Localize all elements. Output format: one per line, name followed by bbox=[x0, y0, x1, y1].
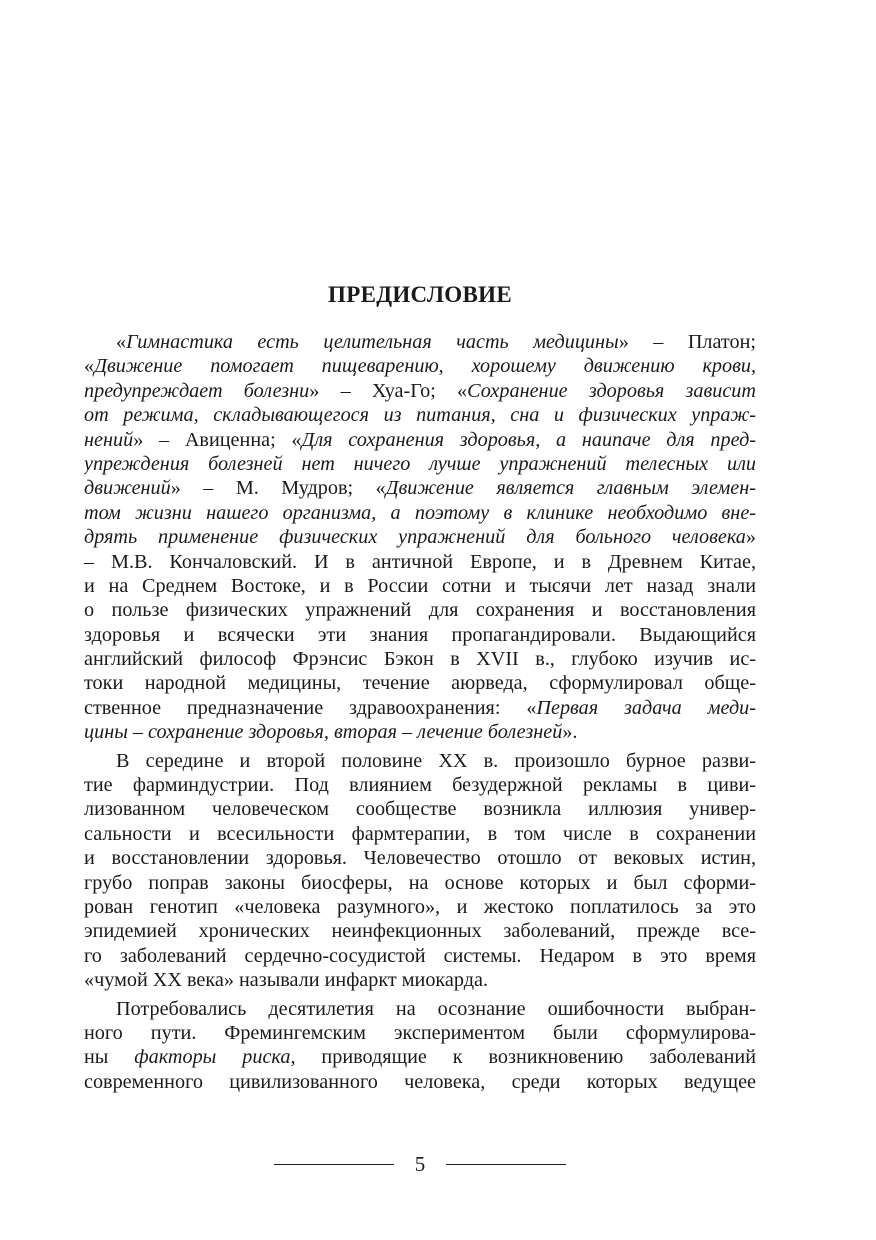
text-line: го заболеваний сердечно-сосудистой системы. Недаром в это время bbox=[84, 944, 756, 967]
text-line: цины – сохранение здоровья, вторая – лечение болезней». bbox=[84, 721, 578, 744]
page-title: ПРЕДИСЛОВИЕ bbox=[328, 282, 512, 307]
page-footer bbox=[84, 1148, 756, 1180]
text-line: современного цивилизованного человека, среди которых ведущее bbox=[84, 1070, 756, 1093]
text-line: нений» – Авиценна; «Для сохранения здоровья, а наипаче для пред- bbox=[84, 428, 756, 451]
text-line: рован генотип «человека разумного», и жестоко поплатилось за это bbox=[84, 895, 756, 918]
text-line: от режима, складывающегося из питания, сна и физических упраж- bbox=[84, 404, 756, 427]
text-line: сальности и всесильности фармтерапии, в том числе в сохранении bbox=[84, 822, 756, 845]
text-line: лизованном человеческом сообществе возникла иллюзия универ- bbox=[84, 798, 756, 821]
footer-rule-left bbox=[274, 1164, 394, 1165]
text-line: предупреждает болезни» – Хуа-Го; «Сохранение здоровья зависит bbox=[84, 379, 756, 402]
text-line: «чумой XX века» называли инфаркт миокарда. bbox=[84, 969, 488, 992]
body-text bbox=[84, 330, 756, 1094]
text-line: и восстановлении здоровья. Человечество отошло от вековых истин, bbox=[84, 847, 756, 870]
text-line: и на Среднем Востоке, и в России сотни и тысячи лет назад знали bbox=[84, 574, 756, 597]
text-line: движений» – М. Мудров; «Движение является главным элемен- bbox=[84, 477, 756, 500]
text-line: «Движение помогает пищеварению, хорошему движению крови, bbox=[84, 355, 756, 378]
footer-rule-right bbox=[446, 1164, 566, 1165]
text-line: грубо поправ законы биосферы, на основе которых и был сформи- bbox=[84, 871, 756, 894]
text-line: эпидемией хронических неинфекционных заболеваний, прежде все- bbox=[84, 920, 756, 943]
book-page bbox=[84, 0, 756, 1240]
text-line: «Гимнастика есть целительная часть медицины» – Платон; bbox=[116, 331, 756, 353]
text-line: упреждения болезней нет ничего лучше упражнений телесных или bbox=[84, 452, 756, 475]
text-line: том жизни нашего организма, а поэтому в клинике необходимо вне- bbox=[84, 501, 756, 524]
page-number: 5 bbox=[414, 1152, 426, 1176]
text-line: ственное предназначение здравоохранения: «Первая задача меди- bbox=[84, 696, 756, 719]
text-line: о пользе физических упражнений для сохранения и восстановления bbox=[84, 599, 756, 622]
text-line: В середине и второй половине XX в. произошло бурное разви- bbox=[116, 749, 756, 772]
text-line: английский философ Фрэнсис Бэкон в XVII в., глубоко изучив ис- bbox=[84, 648, 756, 671]
text-line: токи народной медицины, течение аюрведа, сформулировал обще- bbox=[84, 672, 756, 695]
text-line: ны факторы риска, приводящие к возникновению заболеваний bbox=[84, 1046, 756, 1069]
text-line: здоровья и всячески эти знания пропагандировали. Выдающийся bbox=[84, 623, 756, 646]
text-line: дрять применение физических упражнений для больного человека» bbox=[84, 526, 756, 549]
text-line: – М.В. Кончаловский. И в античной Европе, и в Древнем Китае, bbox=[84, 550, 756, 573]
text-line: Потребовались десятилетия на осознание ошибочности выбран- bbox=[116, 997, 756, 1020]
text-line: ного пути. Фремингемским экспериментом были сформулирова- bbox=[84, 1021, 756, 1044]
text-line: тие фарминдустрии. Под влиянием безудержной рекламы в циви- bbox=[84, 774, 756, 797]
